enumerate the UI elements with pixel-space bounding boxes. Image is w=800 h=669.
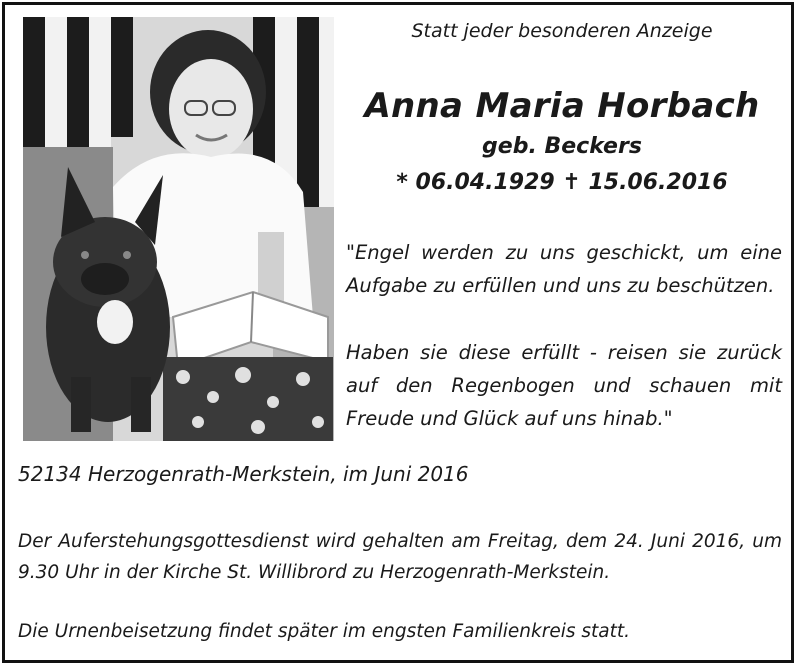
deceased-name: Anna Maria Horbach — [364, 86, 760, 126]
place-date: 52134 Herzogenrath-Merkstein, im Juni 2016 — [18, 462, 469, 486]
portrait-photo — [23, 17, 334, 441]
maiden-name: geb. Beckers — [482, 134, 642, 159]
service-info: Der Auferstehungsgottesdienst wird gehalten am Freitag, dem 24. Juni 2016, um 9.30 Uhr in der Kirche St. Willibrord zu Herzogenrath-Merkstein. — [18, 531, 782, 583]
burial-info: Die Urnenbeisetzung findet später im engsten Familienkreis statt. — [18, 621, 630, 642]
notice-header: Statt jeder besonderen Anzeige — [411, 20, 713, 42]
quote-part-2: Haben sie diese erfüllt - reisen sie zurück auf den Regenbogen und schauen mit Freude und Glück auf uns hinab." — [346, 341, 782, 430]
quote-part-1: "Engel werden zu uns geschickt, um eine Aufgabe zu erfüllen und uns zu beschützen. — [346, 241, 782, 297]
life-dates: * 06.04.1929 ✝ 15.06.2016 — [396, 170, 728, 195]
